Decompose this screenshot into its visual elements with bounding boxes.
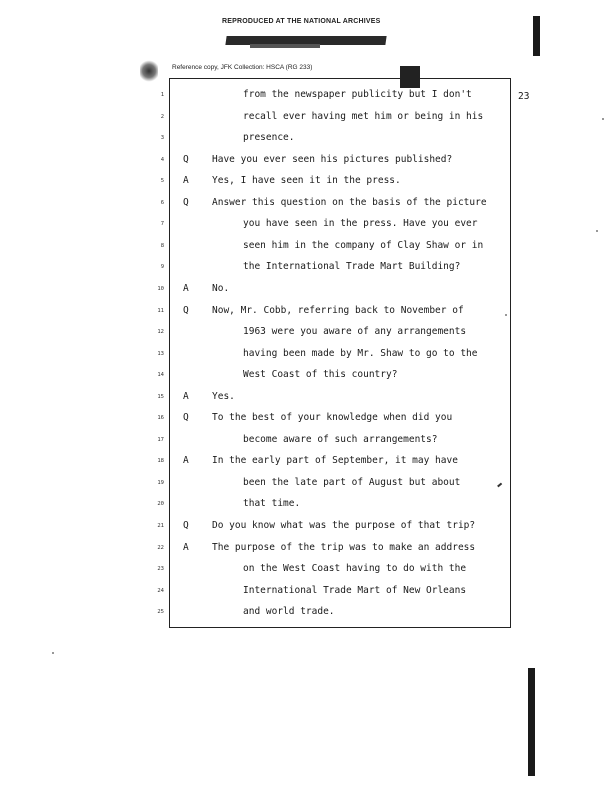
transcript-line bbox=[0, 175, 612, 187]
line-number: 21 bbox=[157, 523, 164, 529]
line-number: 15 bbox=[157, 393, 164, 400]
line-text: been the late part of August but about bbox=[243, 476, 461, 488]
line-number: 3 bbox=[160, 135, 164, 142]
line-number: 22 bbox=[157, 544, 164, 551]
line-number: 17 bbox=[157, 436, 164, 443]
transcript-line bbox=[0, 111, 612, 123]
line-text: Answer this question on the basis of the picture bbox=[212, 196, 487, 208]
transcript-line bbox=[0, 412, 612, 424]
speaker-label: Q bbox=[183, 153, 189, 165]
scan-speck bbox=[602, 118, 604, 120]
line-number: 14 bbox=[157, 372, 164, 379]
transcript-line bbox=[0, 326, 612, 338]
transcript-line bbox=[0, 477, 612, 489]
line-text: presence. bbox=[243, 132, 295, 144]
transcript-line bbox=[0, 218, 612, 230]
transcript-line bbox=[0, 606, 612, 618]
transcript-line bbox=[0, 305, 612, 317]
line-number: 24 bbox=[157, 587, 164, 594]
line-number: 1 bbox=[160, 92, 164, 98]
transcript-line bbox=[0, 455, 612, 467]
scan-edge-mark-bottom bbox=[528, 668, 535, 776]
line-text: To the best of your knowledge when did you bbox=[212, 412, 453, 424]
transcript-line bbox=[0, 434, 612, 446]
transcript-line bbox=[0, 563, 612, 575]
line-number: 25 bbox=[157, 609, 164, 616]
speaker-label: Q bbox=[183, 520, 189, 531]
line-number: 20 bbox=[157, 501, 164, 508]
scan-edge-mark-top bbox=[533, 16, 540, 56]
speaker-label: A bbox=[183, 455, 189, 467]
line-number: 9 bbox=[160, 264, 164, 271]
speaker-label: A bbox=[183, 175, 189, 187]
transcript-line bbox=[0, 498, 612, 510]
line-text: Have you ever seen his pictures published? bbox=[212, 153, 453, 165]
line-number: 4 bbox=[160, 156, 164, 163]
line-number: 19 bbox=[157, 479, 164, 486]
line-text: West Coast of this country? bbox=[243, 369, 398, 381]
speaker-label: Q bbox=[183, 412, 189, 424]
line-text: recall ever having met him or being in his bbox=[243, 110, 484, 122]
transcript-line bbox=[0, 197, 612, 209]
line-text: Yes. bbox=[212, 390, 235, 402]
line-number: 10 bbox=[157, 286, 164, 292]
speaker-label: A bbox=[183, 541, 189, 553]
page-number: 23 bbox=[518, 91, 530, 102]
transcript-line bbox=[0, 89, 612, 101]
transcript-line bbox=[0, 283, 612, 295]
transcript-line bbox=[0, 240, 612, 252]
line-text: In the early part of September, it may have bbox=[212, 455, 458, 467]
line-number: 11 bbox=[157, 307, 164, 314]
line-number: 13 bbox=[157, 350, 164, 357]
line-number: 8 bbox=[160, 242, 164, 249]
transcript-line bbox=[0, 391, 612, 403]
line-text: and world trade. bbox=[243, 606, 335, 618]
scan-speck bbox=[52, 652, 54, 654]
speaker-label: A bbox=[183, 283, 189, 294]
transcript-line bbox=[0, 542, 612, 554]
transcript-line bbox=[0, 369, 612, 381]
line-number: 23 bbox=[157, 566, 164, 573]
line-text: The purpose of the trip was to make an address bbox=[212, 541, 476, 553]
line-number: 7 bbox=[160, 221, 164, 228]
line-number: 18 bbox=[157, 458, 164, 465]
line-text: International Trade Mart of New Orleans bbox=[243, 584, 467, 596]
speaker-label: Q bbox=[183, 304, 189, 316]
line-text: having been made by Mr. Shaw to go to the bbox=[243, 347, 478, 359]
line-text: become aware of such arrangements? bbox=[243, 433, 438, 445]
transcript-line bbox=[0, 132, 612, 144]
line-number: 6 bbox=[160, 199, 164, 206]
line-number: 16 bbox=[157, 415, 164, 422]
line-text: Yes, I have seen it in the press. bbox=[212, 175, 401, 187]
transcript-line bbox=[0, 520, 612, 532]
line-text: seen him in the company of Clay Shaw or in bbox=[243, 239, 484, 251]
transcript-line bbox=[0, 585, 612, 597]
line-text: Do you know what was the purpose of that trip? bbox=[212, 520, 476, 531]
line-text: you have seen in the press. Have you ever bbox=[243, 218, 478, 230]
line-text: the International Trade Mart Building? bbox=[243, 261, 461, 273]
line-text: No. bbox=[212, 283, 230, 294]
transcript-line bbox=[0, 261, 612, 273]
line-number: 2 bbox=[160, 113, 164, 120]
transcript-line bbox=[0, 348, 612, 360]
scan-speck bbox=[505, 314, 507, 316]
redaction-bar-small bbox=[250, 44, 320, 48]
scan-smudge bbox=[140, 60, 158, 82]
line-number: 5 bbox=[160, 178, 164, 185]
speaker-label: A bbox=[183, 390, 189, 402]
line-text: 1963 were you aware of any arrangements bbox=[243, 326, 467, 338]
line-text: on the West Coast having to do with the bbox=[243, 563, 467, 575]
line-text: Now, Mr. Cobb, referring back to November of bbox=[212, 304, 464, 316]
reference-line: Reference copy, JFK Collection: HSCA (RG 233) bbox=[172, 64, 313, 71]
line-text: from the newspaper publicity but I don't bbox=[243, 89, 472, 100]
line-number: 12 bbox=[157, 329, 164, 336]
transcript-line bbox=[0, 154, 612, 166]
scan-speck bbox=[596, 230, 598, 232]
archive-stamp: REPRODUCED AT THE NATIONAL ARCHIVES bbox=[222, 18, 381, 25]
line-text: that time. bbox=[243, 498, 301, 510]
speaker-label: Q bbox=[183, 196, 189, 208]
